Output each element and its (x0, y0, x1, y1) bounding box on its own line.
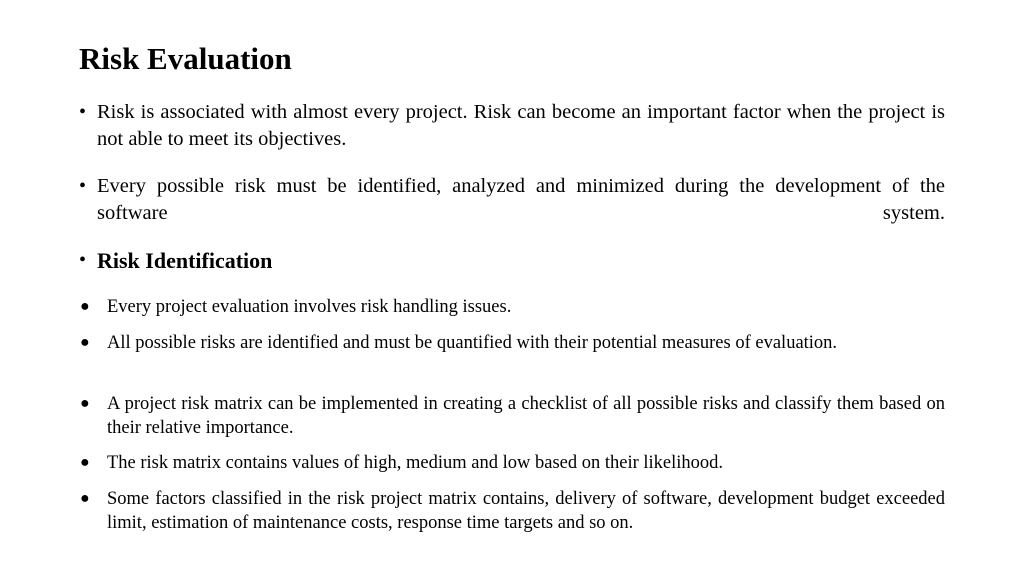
bullet-dot-icon: ● (80, 395, 90, 412)
bullet-icon: • (79, 175, 87, 197)
sub-bullet-item (79, 451, 945, 475)
sub-bullet-text: Some factors classified in the risk project matrix contains, delivery of software, development budget exceeded limit, estimation of maintenance costs, response time targets and so on. (107, 489, 945, 533)
bullet-risk-identified (79, 173, 945, 227)
page-title: Risk Evaluation (79, 41, 292, 76)
bullet-text: Risk is associated with almost every project. Risk can become an important factor when the project is not able to meet its objectives. (97, 101, 945, 150)
bullet-dot-icon: ● (80, 298, 90, 315)
sub-bullet-text: Every project evaluation involves risk handling issues. (107, 297, 512, 317)
sub-bullet-item (79, 331, 945, 355)
sub-bullet-item (79, 392, 945, 440)
bullet-icon: • (79, 249, 87, 271)
sub-bullet-text: The risk matrix contains values of high, medium and low based on their likelihood. (107, 453, 724, 473)
section-heading: Risk Identification (97, 248, 273, 273)
bullet-risk-association (79, 99, 945, 153)
sub-bullet-text: A project risk matrix can be implemented in creating a checklist of all possible risks and classify them based on their relative importance. (107, 394, 945, 438)
bullet-icon: • (79, 101, 87, 123)
sub-bullet-item (79, 487, 945, 535)
sub-bullet-text: All possible risks are identified and must be quantified with their potential measures of evaluation. (107, 333, 838, 353)
bullet-dot-icon: ● (80, 490, 90, 507)
bullet-dot-icon: ● (80, 454, 90, 471)
bullet-text: Every possible risk must be identified, analyzed and minimized during the development of the software system. (97, 175, 945, 224)
bullet-risk-identification-heading (79, 247, 945, 274)
bullet-dot-icon: ● (80, 334, 90, 351)
sub-bullet-item (79, 295, 945, 319)
